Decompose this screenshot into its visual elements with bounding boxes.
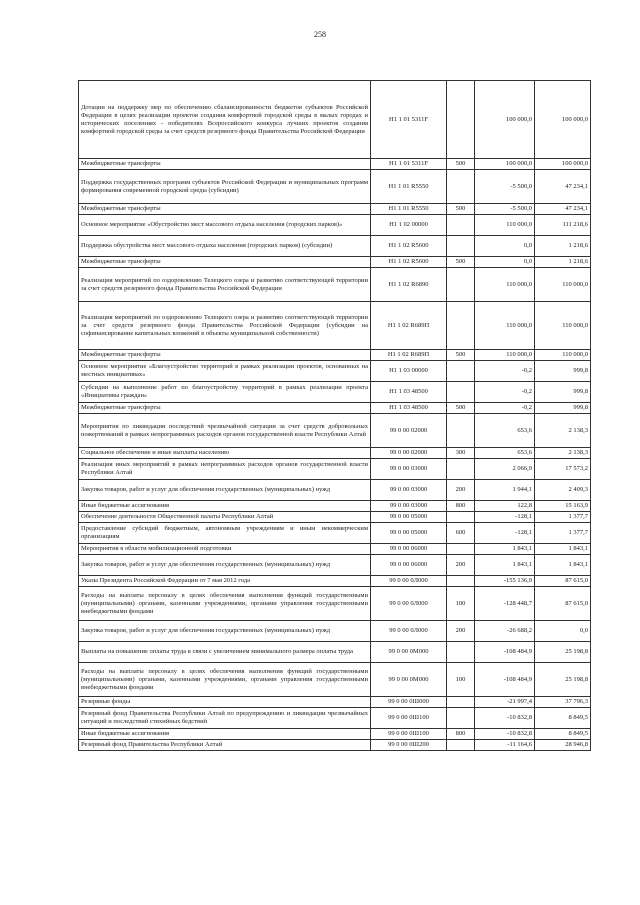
row-code-cell: Н1 1 02 R689П — [371, 302, 447, 350]
table-row — [79, 350, 591, 361]
row-type-cell — [447, 361, 475, 382]
table-row — [79, 414, 591, 448]
row-amount-change-cell: 100 000,0 — [475, 159, 535, 170]
row-type-cell — [447, 268, 475, 302]
row-name-cell: Основное мероприятие «Обустройство мест массового отдыха населения (городских парков)» — [79, 215, 371, 236]
row-code-cell: 99 0 00 03000 — [371, 459, 447, 480]
row-type-cell — [447, 236, 475, 257]
table-row — [79, 236, 591, 257]
row-type-cell: 500 — [447, 403, 475, 414]
row-amount-change-cell: 653,6 — [475, 414, 535, 448]
row-amount-change-cell: -5 500,0 — [475, 170, 535, 204]
row-amount-change-cell: -0,2 — [475, 382, 535, 403]
table-row — [79, 459, 591, 480]
row-amount-total-cell: 999,8 — [535, 403, 591, 414]
table-row — [79, 204, 591, 215]
table-row — [79, 403, 591, 414]
row-code-cell: 99 0 00 0Ш200 — [371, 740, 447, 751]
table-row — [79, 268, 591, 302]
row-code-cell: Н1 1 01 R5550 — [371, 170, 447, 204]
row-type-cell — [447, 708, 475, 729]
row-amount-change-cell: -108 484,9 — [475, 663, 535, 697]
row-amount-change-cell: 110 000,0 — [475, 350, 535, 361]
row-code-cell: 99 0 00 05000 — [371, 512, 447, 523]
row-amount-total-cell: 0,0 — [535, 621, 591, 642]
row-name-cell: Дотации на поддержку мер по обеспечению сбалансированности бюджетов субъектов Российской Федерации в целях реализации проектов создания комфортной городской среды в малых городах и исторических поселениях - победителях Всероссийского конкурса лучших проектов создания комфортной городской среды за счет средств резервного фонда Правительства Российской Федерации — [79, 81, 371, 159]
row-type-cell: 200 — [447, 555, 475, 576]
row-amount-change-cell: -11 164,6 — [475, 740, 535, 751]
row-amount-change-cell: -26 688,2 — [475, 621, 535, 642]
row-type-cell — [447, 302, 475, 350]
row-name-cell: Межбюджетные трансферты — [79, 403, 371, 414]
row-code-cell: Н1 1 02 R6890 — [371, 268, 447, 302]
row-code-cell: 99 0 00 0Л000 — [371, 587, 447, 621]
row-name-cell: Межбюджетные трансферты — [79, 257, 371, 268]
row-type-cell: 500 — [447, 204, 475, 215]
row-name-cell: Межбюджетные трансферты — [79, 350, 371, 361]
row-type-cell — [447, 81, 475, 159]
row-name-cell: Основное мероприятие «Благоустройство территорий в рамках реализации проектов, основанных на местных инициативах» — [79, 361, 371, 382]
row-name-cell: Расходы на выплаты персоналу в целях обеспечения выполнения функций государственными (муниципальными) органами, казенными учреждениями, органами управления государственными внебюджетными фондами — [79, 587, 371, 621]
row-type-cell — [447, 642, 475, 663]
row-name-cell: Предоставление субсидий бюджетным, автономным учреждениям и иным некоммерческим организациям — [79, 523, 371, 544]
row-code-cell: Н1 1 02 R5600 — [371, 257, 447, 268]
table-row — [79, 523, 591, 544]
row-amount-total-cell: 1 843,1 — [535, 544, 591, 555]
row-name-cell: Поддержка обустройства мест массового отдыха населения (городских парков) (субсидии) — [79, 236, 371, 257]
budget-table-body — [79, 81, 591, 751]
row-name-cell: Закупка товаров, работ и услуг для обеспечения государственных (муниципальных) нужд — [79, 555, 371, 576]
row-amount-total-cell: 1 218,6 — [535, 236, 591, 257]
row-code-cell: 99 0 00 06000 — [371, 544, 447, 555]
row-code-cell: 99 0 00 03000 — [371, 501, 447, 512]
table-row — [79, 587, 591, 621]
row-type-cell: 500 — [447, 257, 475, 268]
row-type-cell — [447, 740, 475, 751]
row-code-cell: 99 0 00 03000 — [371, 480, 447, 501]
row-amount-change-cell: 0,0 — [475, 257, 535, 268]
row-amount-total-cell: 87 615,0 — [535, 587, 591, 621]
table-row — [79, 215, 591, 236]
row-code-cell: 99 0 00 05000 — [371, 523, 447, 544]
row-amount-change-cell: 2 066,9 — [475, 459, 535, 480]
row-name-cell: Резервный фонд Правительства Республики Алтай — [79, 740, 371, 751]
row-amount-change-cell: -0,2 — [475, 403, 535, 414]
row-amount-total-cell: 1 843,1 — [535, 555, 591, 576]
row-code-cell: 99 0 00 0Ш100 — [371, 708, 447, 729]
row-amount-total-cell: 15 163,9 — [535, 501, 591, 512]
row-amount-total-cell: 111 218,6 — [535, 215, 591, 236]
row-name-cell: Социальное обеспечение и иные выплаты населению — [79, 448, 371, 459]
row-name-cell: Резервный фонд Правительства Республики Алтай по предупреждению и ликвидации чрезвычайных ситуаций и последствий стихийных бедствий — [79, 708, 371, 729]
row-amount-change-cell: -155 136,9 — [475, 576, 535, 587]
table-row — [79, 708, 591, 729]
table-row — [79, 257, 591, 268]
row-name-cell: Поддержка государственных программ субъектов Российской Федерации и муниципальных программ формирования современной городской среды (субсидии) — [79, 170, 371, 204]
row-type-cell — [447, 576, 475, 587]
row-type-cell: 800 — [447, 729, 475, 740]
row-amount-total-cell: 100 000,0 — [535, 81, 591, 159]
row-amount-change-cell: 100 000,0 — [475, 81, 535, 159]
row-amount-change-cell: -0,2 — [475, 361, 535, 382]
row-code-cell: Н1 1 02 R5600 — [371, 236, 447, 257]
table-row — [79, 576, 591, 587]
row-type-cell: 500 — [447, 350, 475, 361]
row-code-cell: Н1 1 03 48500 — [371, 403, 447, 414]
row-type-cell: 800 — [447, 501, 475, 512]
row-name-cell: Реализация мероприятий по оздоровлению Телецкого озера и развитию соответствующей территории за счет средств резервного фонда Правительства Российской Федерации — [79, 268, 371, 302]
row-type-cell: 200 — [447, 480, 475, 501]
row-code-cell: 99 0 00 02000 — [371, 448, 447, 459]
row-amount-total-cell: 37 796,3 — [535, 697, 591, 708]
row-amount-total-cell: 17 573,2 — [535, 459, 591, 480]
row-type-cell: 100 — [447, 587, 475, 621]
row-code-cell: Н1 1 03 00000 — [371, 361, 447, 382]
table-row — [79, 501, 591, 512]
row-amount-change-cell: -21 997,4 — [475, 697, 535, 708]
row-name-cell: Мероприятия по ликвидации последствий чрезвычайной ситуации за счет средств добровольных пожертвований в рамках непрограммных расходов органов государственной власти Республики Алтай — [79, 414, 371, 448]
row-code-cell: 99 0 00 06000 — [371, 555, 447, 576]
row-name-cell: Реализация мероприятий по оздоровлению Телецкого озера и развитию соответствующей территории за счет средств резервного фонда Правительства Российской Федерации (субсидии на софинансирование капитальных вложений в объекты муниципальной собственности) — [79, 302, 371, 350]
row-type-cell — [447, 512, 475, 523]
table-row — [79, 621, 591, 642]
row-amount-total-cell: 87 615,0 — [535, 576, 591, 587]
row-amount-change-cell: 110 000,0 — [475, 268, 535, 302]
row-type-cell — [447, 544, 475, 555]
table-row — [79, 697, 591, 708]
row-type-cell: 100 — [447, 663, 475, 697]
table-row — [79, 159, 591, 170]
table-row — [79, 544, 591, 555]
row-amount-total-cell: 2 409,3 — [535, 480, 591, 501]
table-row — [79, 642, 591, 663]
row-amount-change-cell: -108 484,9 — [475, 642, 535, 663]
row-type-cell — [447, 215, 475, 236]
row-code-cell: 99 0 00 0Л000 — [371, 576, 447, 587]
row-name-cell: Иные бюджетные ассигнования — [79, 729, 371, 740]
row-amount-change-cell: -10 832,8 — [475, 708, 535, 729]
row-name-cell: Мероприятия в области мобилизационной подготовки — [79, 544, 371, 555]
row-name-cell: Закупка товаров, работ и услуг для обеспечения государственных (муниципальных) нужд — [79, 621, 371, 642]
table-row — [79, 512, 591, 523]
row-amount-change-cell: 1 843,1 — [475, 555, 535, 576]
row-code-cell: 99 0 00 0Ш100 — [371, 729, 447, 740]
row-code-cell: Н1 1 03 48500 — [371, 382, 447, 403]
row-amount-total-cell: 2 138,3 — [535, 414, 591, 448]
row-amount-total-cell: 1 218,6 — [535, 257, 591, 268]
table-row — [79, 729, 591, 740]
row-amount-total-cell: 999,8 — [535, 382, 591, 403]
row-code-cell: 99 0 00 0Л000 — [371, 621, 447, 642]
row-amount-change-cell: 0,0 — [475, 236, 535, 257]
row-name-cell: Реализация иных мероприятий в рамках непрограммных расходов органов государственной власти Республики Алтай — [79, 459, 371, 480]
row-amount-total-cell: 25 198,8 — [535, 642, 591, 663]
row-type-cell — [447, 382, 475, 403]
row-type-cell — [447, 697, 475, 708]
row-amount-total-cell: 1 377,7 — [535, 512, 591, 523]
row-amount-change-cell: 653,6 — [475, 448, 535, 459]
row-name-cell: Закупка товаров, работ и услуг для обеспечения государственных (муниципальных) нужд — [79, 480, 371, 501]
row-code-cell: 99 0 00 02000 — [371, 414, 447, 448]
row-type-cell — [447, 459, 475, 480]
row-amount-change-cell: -128,1 — [475, 523, 535, 544]
row-name-cell: Указы Президента Российской Федерации от 7 мая 2012 года — [79, 576, 371, 587]
table-row — [79, 361, 591, 382]
row-amount-total-cell: 28 946,8 — [535, 740, 591, 751]
row-amount-change-cell: 1 843,1 — [475, 544, 535, 555]
row-amount-total-cell: 47 234,1 — [535, 170, 591, 204]
row-type-cell — [447, 414, 475, 448]
table-row — [79, 480, 591, 501]
table-row — [79, 448, 591, 459]
page-number: 258 — [314, 30, 326, 39]
row-type-cell — [447, 170, 475, 204]
row-amount-change-cell: 110 000,0 — [475, 215, 535, 236]
row-code-cell: 99 0 00 0Ш000 — [371, 697, 447, 708]
row-amount-change-cell: -10 832,8 — [475, 729, 535, 740]
row-amount-total-cell: 25 198,8 — [535, 663, 591, 697]
row-amount-total-cell: 100 000,0 — [535, 159, 591, 170]
row-code-cell: Н1 1 02 R689П — [371, 350, 447, 361]
row-amount-change-cell: 1 944,1 — [475, 480, 535, 501]
row-name-cell: Обеспечение деятельности Общественной палаты Республики Алтай — [79, 512, 371, 523]
row-amount-change-cell: 110 000,0 — [475, 302, 535, 350]
table-row — [79, 663, 591, 697]
row-amount-change-cell: -5 500,0 — [475, 204, 535, 215]
row-code-cell: 99 0 00 0М000 — [371, 642, 447, 663]
table-row — [79, 302, 591, 350]
table-row — [79, 170, 591, 204]
row-type-cell: 500 — [447, 159, 475, 170]
row-amount-total-cell: 47 234,1 — [535, 204, 591, 215]
row-name-cell: Субсидии на выполнение работ по благоустройству территорий в рамках реализации проекта «Инициативы граждан» — [79, 382, 371, 403]
table-row — [79, 555, 591, 576]
row-amount-total-cell: 8 849,5 — [535, 729, 591, 740]
row-type-cell: 300 — [447, 448, 475, 459]
row-amount-total-cell: 2 138,3 — [535, 448, 591, 459]
row-amount-total-cell: 8 849,5 — [535, 708, 591, 729]
row-code-cell: Н1 1 01 5311F — [371, 159, 447, 170]
row-name-cell: Межбюджетные трансферты — [79, 159, 371, 170]
row-name-cell: Выплаты на повышение оплаты труда в связи с увеличением минимального размера оплаты труда — [79, 642, 371, 663]
row-name-cell: Иные бюджетные ассигнования — [79, 501, 371, 512]
row-amount-change-cell: -128 448,7 — [475, 587, 535, 621]
row-name-cell: Межбюджетные трансферты — [79, 204, 371, 215]
table-row — [79, 81, 591, 159]
row-code-cell: Н1 1 01 5311F — [371, 81, 447, 159]
row-amount-total-cell: 110 000,0 — [535, 350, 591, 361]
row-name-cell: Резервные фонды — [79, 697, 371, 708]
row-name-cell: Расходы на выплаты персоналу в целях обеспечения выполнения функций государственными (муниципальными) органами, казенными учреждениями, органами управления государственными внебюджетными фондами — [79, 663, 371, 697]
row-code-cell: 99 0 00 0М000 — [371, 663, 447, 697]
row-amount-total-cell: 1 377,7 — [535, 523, 591, 544]
table-row — [79, 382, 591, 403]
row-amount-change-cell: 122,8 — [475, 501, 535, 512]
row-amount-total-cell: 999,8 — [535, 361, 591, 382]
row-amount-change-cell: -128,1 — [475, 512, 535, 523]
row-type-cell: 600 — [447, 523, 475, 544]
budget-table — [78, 80, 591, 751]
row-code-cell: Н1 1 01 R5550 — [371, 204, 447, 215]
row-amount-total-cell: 110 000,0 — [535, 268, 591, 302]
row-type-cell: 200 — [447, 621, 475, 642]
row-amount-total-cell: 110 000,0 — [535, 302, 591, 350]
row-code-cell: Н1 1 02 00000 — [371, 215, 447, 236]
table-row — [79, 740, 591, 751]
